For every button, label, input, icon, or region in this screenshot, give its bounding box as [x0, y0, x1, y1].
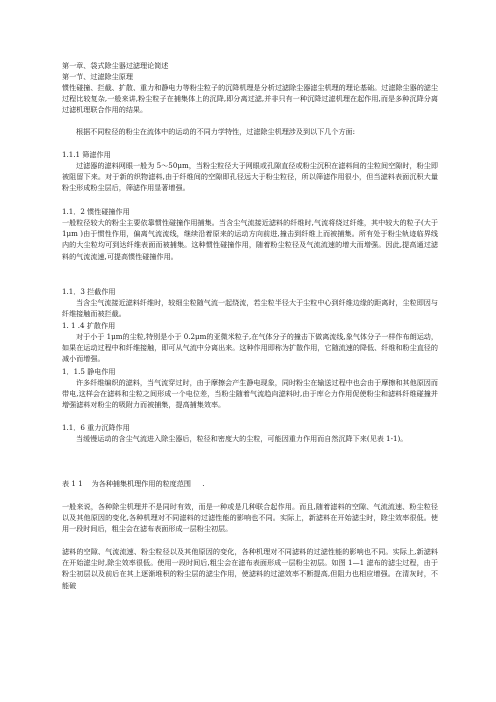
paragraph-inertial-impaction: 一般粒径较大的粉尘主要依靠惯性碰撞作用捕集。当含尘气流接近滤料的纤维时,气流将绕过纤维，其中较大的粒子(大于 1μm )由于惯性作用，偏离气流流线，继续沿着原来的运动方向前进,撞击到纤维上而被捕集。所有处于粉尘轨迹临界线内的大尘粒均可到达纤维表面而被捕集。这种惯性碰撞作用，随着粉尘粒径及气流流速的增大而增强。因此,提高通过滤料的气流流速,可提高惯性碰撞作用。 [62, 218, 438, 261]
subsection-title-sieving-text: 1.1.1 筛滤作用 [62, 150, 111, 159]
paragraph-filter-layer: 滤料的空隙、气流流速、粉尘粒径以及其他原因的变化，各种机理对不同滤料的过滤性能的影响也不同。实际上,新滤料在开始滤尘时,除尘效率很低。使用一段时间后,粗尘会在滤布表面形成一层粉尘初层。如图 1—1 滤布的滤尘过程，由于粉尘初层以及前后在其上逐渐堆积的粉尘层的滤尘作用，使滤料的过滤效率不断提高,但阻力也相应增强。在清灰时，不能破 [62, 547, 438, 590]
paragraph-diffusion: 对于小于 1μm的尘粒,特别是小于 0.2μm的亚微米粒子,在气体分子的撞击下做离流线,象气体分子一样作布朗运动，如果在运动过程中和纤维接触，即可从气流中分离出来。这种作用即称为扩散作用，它随流速的降低、纤维和粉尘直径的减小而增强。 [62, 332, 438, 364]
subsection-title-electrostatic-text: 1．1.5 静电作用 [62, 367, 116, 376]
section-title [62, 71, 438, 82]
chapter-title [62, 60, 438, 71]
paragraph-gravity: 当缓慢运动的含尘气流进入除尘器后，粒径和密度大的尘粒，可能因重力作用而自然沉降下来(见表 1-1)。 [76, 434, 408, 443]
subsection-title-inertial-text: 1.1．2 惯性碰撞作用 [62, 207, 130, 216]
subsection-title-diffusion-text: 1. 1 .4 扩散作用 [62, 321, 116, 330]
intro-paragraph-2: 根据不同粒径的粉尘在流体中的运动的不同力学特性，过滤除尘机理涉及到以下几个方面: [76, 127, 356, 136]
subsection-title-gravity-text: 1.1．6 重力沉降作用 [62, 423, 130, 432]
subsection-title-sieving [62, 149, 438, 160]
subsection-title-gravity [62, 422, 438, 433]
subsection-title-diffusion [62, 320, 438, 331]
section-title-text: 第一节、过滤除尘原理 [62, 72, 133, 81]
chapter-title-text: 第一章、袋式除尘器过滤理论简述 [62, 61, 169, 70]
paragraph-interception: 当含尘气流接近滤料纤维时，较细尘粒随气流一起绕流，若尘粒半径大于尘粒中心到纤维边缘的距离时，尘粒即因与纤维接触而被拦截。 [62, 298, 438, 319]
subsection-title-inertial-impaction [62, 206, 438, 217]
table-caption [62, 478, 438, 489]
paragraph-electrostatic: 许多纤维编织的滤料，当气流穿过时，由于摩擦会产生静电现象，同时粉尘在输送过程中也会由于摩擦和其他原因而带电,这样会在滤料和尘粒之间形成一个电位差，当粉尘随着气流趋向滤料时,由于库仑力作用促使粉尘和滤料纤维碰撞并增强滤料对粉尘的吸附力而被捕集，提高捕集效率。 [62, 378, 438, 410]
subsection-title-interception-text: 1.1．3 拦截作用 [62, 287, 116, 296]
subsection-title-electrostatic [62, 366, 438, 377]
subsection-title-interception [62, 286, 438, 297]
paragraph-mechanisms-general: 一般来说，各种除尘机理并不是同时有效，而是一种或是几种联合起作用。而且,随着滤料的空隙、气流流速、粉尘粒径以及其他原因的变化,各种机理对不同滤料的过滤性能的影响也不同。实际上，新滤料在开始滤尘时，除尘效率很低。使用一段时间后，粗尘会在滤布表面形成一层粉尘初层。 [62, 502, 438, 534]
paragraph-sieving: 过滤器的滤料网眼一般为 5～50μm，当粉尘粒径大于网眼或孔隙直径或粉尘沉积在滤料间的尘粒间空隙时，粉尘即被阻留下来。对于新的织物滤料,由于纤维间的空隙即孔径远大于粉尘粒径，所以筛滤作用很小，但当滤料表面沉积大量粉尘形成粉尘层后，筛滤作用显著增强。 [62, 161, 438, 193]
intro-paragraph: 惯性碰撞、拦截、扩散、重力和静电力等粉尘粒子的沉降机理是分析过滤除尘器滤尘机理的理论基础。过滤除尘器的滤尘过程比较复杂,一般来讲,粉尘粒子在捕集体上的沉降,即分离过滤,并非只有一种沉降过滤机理在起作用,而是多种沉降分离过滤机理联合作用的结果。 [62, 83, 438, 115]
table-caption-text: 表 1 1 为各种捕集机理作用的粒度范围 . [62, 479, 205, 488]
